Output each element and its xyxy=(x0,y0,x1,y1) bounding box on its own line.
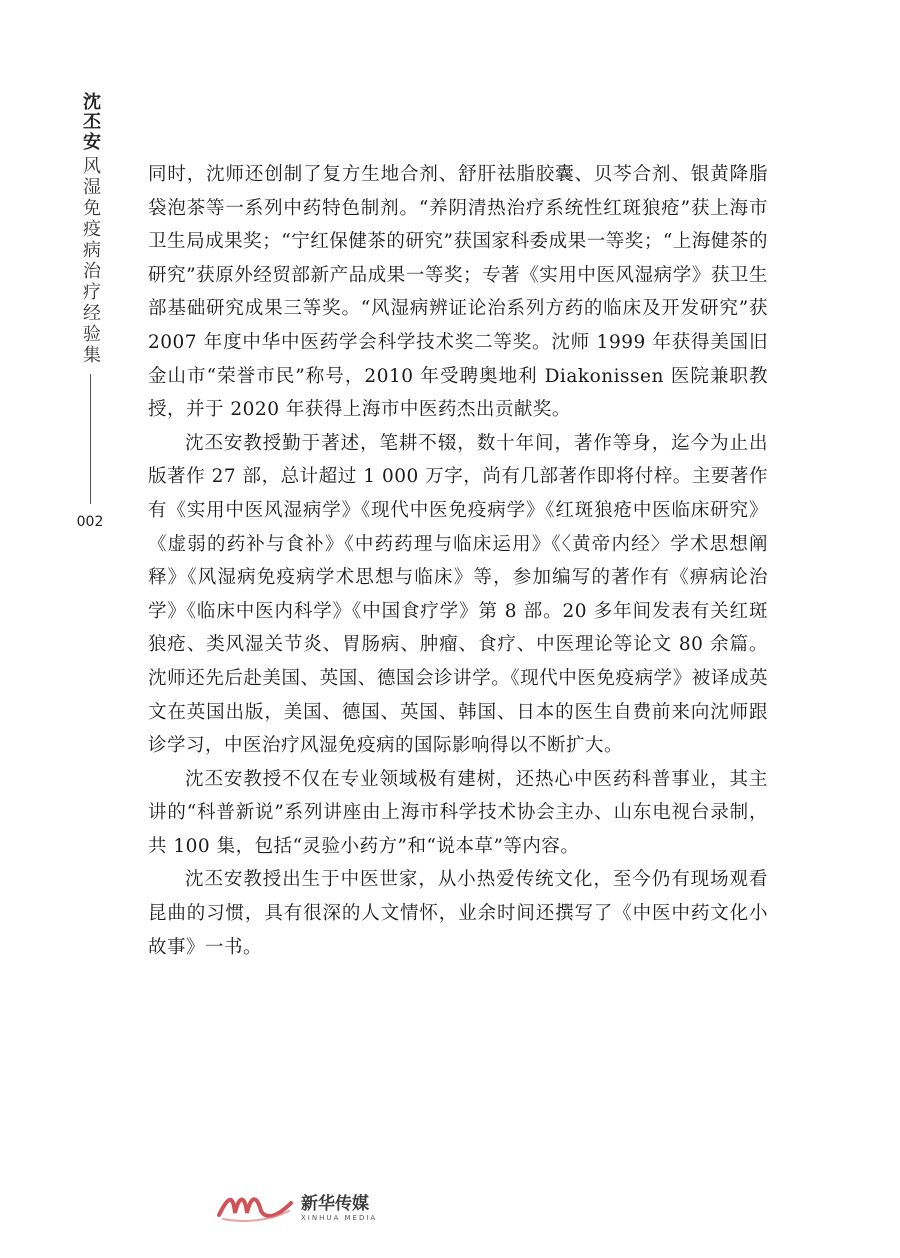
body-text xyxy=(148,158,768,964)
publisher-name-en: XINHUA MEDIA xyxy=(301,1213,378,1222)
sidebar-divider xyxy=(90,374,91,504)
sidebar-author: 沈丕安 xyxy=(80,92,101,152)
paragraph-3: 沈丕安教授不仅在专业领域极有建树，还热心中医药科普事业，其主讲的“科普新说”系列讲座由上海市科学技术协会主办、山东电视台录制，共 100 集，包括“灵验小药方”和“说本草”等内容。 xyxy=(148,768,768,857)
publisher-logo xyxy=(215,1185,415,1225)
paragraph-1: 同时，沈师还创制了复方生地合剂、舒肝祛脂胶囊、贝芩合剂、银黄降脂袋泡茶等一系列中药特色制剂。“养阴清热治疗系统性红斑狼疮”获上海市卫生局成果奖；“宁红保健茶的研究”获国家科委成果一等奖；“上海健茶的研究”获原外经贸部新产品成果一等奖；专著《实用中医风湿病学》获卫生部基础研究成果三等奖。“风湿病辨证论治系列方药的临床及开发研究”获 2007 年度中华中医药学会科学技术奖二等奖。沈师 1999 年获得美国旧金山市“荣誉市民”称号，2010 年受聘奥地利 Diakonissen 医院兼职教授，并于 2020 年获得上海市中医药杰出贡献奖。 xyxy=(148,164,768,421)
sidebar xyxy=(70,92,110,530)
paragraph-4: 沈丕安教授出生于中医世家，从小热爱传统文化，至今仍有现场观看昆曲的习惯，具有很深的人文情怀，业余时间还撰写了《中医中药文化小故事》一书。 xyxy=(148,869,768,958)
publisher-logo-icon xyxy=(215,1185,295,1225)
page-number: 002 xyxy=(76,514,104,530)
paragraph-2: 沈丕安教授勤于著述，笔耕不辍，数十年间，著作等身，迄今为止出版著作 27 部，总计超过 1 000 万字，尚有几部著作即将付梓。主要著作有《实用中医风湿病学》《现代中医免疫病学》《红斑狼疮中医临床研究》《虚弱的药补与食补》《中药药理与临床运用》《〈黄帝内经〉学术思想阐释》《风湿病免疫病学术思想与临床》等，参加编写的著作有《痹病论治学》《临床中医内科学》《中国食疗学》第 8 部。20 多年间发表有关红斑狼疮、类风湿关节炎、胃肠病、肿瘤、食疗、中医理论等论文 80 余篇。沈师还先后赴美国、英国、德国会诊讲学。《现代中医免疫病学》被译成英文在英国出版，美国、德国、英国、韩国、日本的医生自费前来向沈师跟诊学习，中医治疗风湿免疫病的国际影响得以不断扩大。 xyxy=(148,432,768,757)
sidebar-book-title: 风湿免疫病治疗经验集 xyxy=(80,156,101,366)
publisher-name-cn: 新华传媒 xyxy=(301,1193,369,1214)
